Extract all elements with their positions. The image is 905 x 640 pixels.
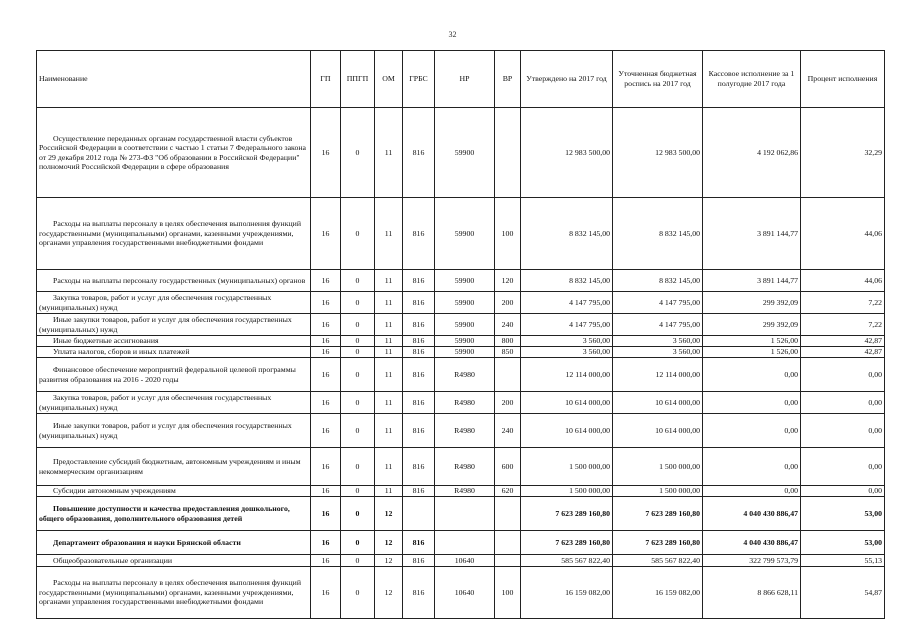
row-name-cell: [37, 270, 311, 292]
row-vr-cell: 600: [495, 448, 521, 486]
row-name-text: Закупка товаров, работ и услуг для обеспечения государственных (муниципальных) нужд: [39, 393, 272, 412]
row-gp-cell: 16: [311, 108, 341, 198]
row-gp-cell: 16: [311, 567, 341, 619]
row-grbs-cell: 816: [403, 358, 435, 392]
row-refined-cell: 585 567 822,40: [613, 555, 703, 567]
row-approved-cell: 585 567 822,40: [521, 555, 613, 567]
row-np-cell: 10640: [435, 567, 495, 619]
row-name-cell: [37, 314, 311, 336]
table-row: [37, 567, 885, 619]
row-vr-cell: [495, 531, 521, 555]
row-om-cell: 11: [375, 448, 403, 486]
row-om-cell: 11: [375, 108, 403, 198]
row-np-cell: R4980: [435, 358, 495, 392]
table-row: [37, 198, 885, 270]
row-approved-cell: 4 147 795,00: [521, 314, 613, 336]
row-name-cell: [37, 414, 311, 448]
row-refined-cell: 16 159 082,00: [613, 567, 703, 619]
header-gp: ГП: [311, 51, 341, 108]
row-name-text: Общеобразовательные организации: [53, 555, 173, 565]
row-percent-cell: 0,00: [801, 486, 885, 497]
row-gp-cell: 16: [311, 555, 341, 567]
row-np-cell: R4980: [435, 414, 495, 448]
row-vr-cell: 240: [495, 314, 521, 336]
row-vr-cell: [495, 108, 521, 198]
row-om-cell: 11: [375, 347, 403, 358]
row-grbs-cell: 816: [403, 108, 435, 198]
row-percent-cell: 0,00: [801, 358, 885, 392]
row-np-cell: 59900: [435, 336, 495, 347]
row-gp-cell: 16: [311, 198, 341, 270]
row-cash-cell: 4 040 430 886,47: [703, 531, 801, 555]
row-refined-cell: 1 500 000,00: [613, 486, 703, 497]
row-name-text: Расходы на выплаты персоналу в целях обеспечения выполнения функций государственными (муниципальными) органами, казенными учреждениями, органами управления государственными внебюджетными фондами: [39, 578, 302, 607]
row-name-text: Закупка товаров, работ и услуг для обеспечения государственных (муниципальных) нужд: [39, 293, 272, 312]
row-ppgp-cell: 0: [341, 198, 375, 270]
row-vr-cell: 850: [495, 347, 521, 358]
row-ppgp-cell: 0: [341, 497, 375, 531]
row-cash-cell: 299 392,09: [703, 314, 801, 336]
row-name-cell: [37, 555, 311, 567]
table-row: [37, 531, 885, 555]
row-vr-cell: 620: [495, 486, 521, 497]
row-om-cell: 12: [375, 497, 403, 531]
row-om-cell: 12: [375, 555, 403, 567]
row-approved-cell: 7 623 289 160,80: [521, 531, 613, 555]
row-name-text: Предоставление субсидий бюджетным, автономным учреждениям и иным некоммерческим организациям: [39, 457, 301, 476]
row-vr-cell: 800: [495, 336, 521, 347]
row-om-cell: 11: [375, 392, 403, 414]
row-approved-cell: 7 623 289 160,80: [521, 497, 613, 531]
row-grbs-cell: 816: [403, 292, 435, 314]
row-refined-cell: 7 623 289 160,80: [613, 497, 703, 531]
row-name-cell: [37, 392, 311, 414]
row-cash-cell: 3 891 144,77: [703, 198, 801, 270]
row-ppgp-cell: 0: [341, 292, 375, 314]
row-vr-cell: 200: [495, 392, 521, 414]
row-percent-cell: 0,00: [801, 392, 885, 414]
row-refined-cell: 3 560,00: [613, 336, 703, 347]
row-name-text: Иные закупки товаров, работ и услуг для обеспечения государственных (муниципальных) нужд: [39, 315, 292, 334]
row-refined-cell: 7 623 289 160,80: [613, 531, 703, 555]
header-vr: ВР: [495, 51, 521, 108]
row-np-cell: 59900: [435, 314, 495, 336]
table-row: [37, 392, 885, 414]
row-om-cell: 11: [375, 336, 403, 347]
row-name-cell: [37, 497, 311, 531]
table-body: [37, 108, 885, 619]
row-approved-cell: 12 983 500,00: [521, 108, 613, 198]
row-percent-cell: 53,00: [801, 497, 885, 531]
row-np-cell: R4980: [435, 486, 495, 497]
row-vr-cell: 200: [495, 292, 521, 314]
row-grbs-cell: 816: [403, 555, 435, 567]
row-om-cell: 11: [375, 292, 403, 314]
row-gp-cell: 16: [311, 392, 341, 414]
row-om-cell: 12: [375, 531, 403, 555]
row-np-cell: 59900: [435, 198, 495, 270]
row-grbs-cell: 816: [403, 336, 435, 347]
row-refined-cell: 4 147 795,00: [613, 314, 703, 336]
row-om-cell: 12: [375, 567, 403, 619]
row-gp-cell: 16: [311, 347, 341, 358]
table-row: [37, 292, 885, 314]
row-grbs-cell: 816: [403, 314, 435, 336]
row-ppgp-cell: 0: [341, 347, 375, 358]
row-om-cell: 11: [375, 314, 403, 336]
row-om-cell: 11: [375, 358, 403, 392]
row-name-cell: [37, 108, 311, 198]
row-name-cell: [37, 567, 311, 619]
row-vr-cell: [495, 358, 521, 392]
row-ppgp-cell: 0: [341, 314, 375, 336]
row-refined-cell: 1 500 000,00: [613, 448, 703, 486]
budget-table: [36, 50, 885, 619]
row-percent-cell: 32,29: [801, 108, 885, 198]
row-approved-cell: 1 500 000,00: [521, 486, 613, 497]
row-name-text: Расходы на выплаты персоналу в целях обеспечения выполнения функций государственными (муниципальными) органами, казенными учреждениями, органами управления государственными внебюджетными фондами: [39, 219, 302, 248]
row-name-cell: [37, 198, 311, 270]
row-np-cell: 59900: [435, 347, 495, 358]
row-np-cell: [435, 497, 495, 531]
row-percent-cell: 7,22: [801, 314, 885, 336]
header-om: ОМ: [375, 51, 403, 108]
row-vr-cell: 100: [495, 198, 521, 270]
row-name-text: Осуществление переданных органам государственной власти субъектов Российской Федерации в соответствии с частью 1 статьи 7 Федерального закона от 29 декабря 2012 года № 273-ФЗ "Об образовании в Российской Федерации" полномочий Российской Федерации в сфере образования: [39, 133, 306, 171]
row-approved-cell: 4 147 795,00: [521, 292, 613, 314]
row-approved-cell: 8 832 145,00: [521, 270, 613, 292]
row-gp-cell: 16: [311, 270, 341, 292]
row-refined-cell: 12 114 000,00: [613, 358, 703, 392]
row-ppgp-cell: 0: [341, 108, 375, 198]
table-row: [37, 497, 885, 531]
row-percent-cell: 7,22: [801, 292, 885, 314]
row-name-cell: [37, 531, 311, 555]
row-ppgp-cell: 0: [341, 414, 375, 448]
table-row: [37, 336, 885, 347]
row-percent-cell: 0,00: [801, 414, 885, 448]
row-name-text: Финансовое обеспечение мероприятий федеральной целевой программы развития образования на 2016 - 2020 годы: [39, 365, 296, 384]
page-number: 32: [448, 30, 457, 39]
row-vr-cell: 100: [495, 567, 521, 619]
row-ppgp-cell: 0: [341, 336, 375, 347]
row-percent-cell: 0,00: [801, 448, 885, 486]
row-grbs-cell: 816: [403, 486, 435, 497]
row-vr-cell: 120: [495, 270, 521, 292]
row-cash-cell: 8 866 628,11: [703, 567, 801, 619]
row-percent-cell: 44,06: [801, 198, 885, 270]
table-row: [37, 347, 885, 358]
row-vr-cell: 240: [495, 414, 521, 448]
row-percent-cell: 42,87: [801, 347, 885, 358]
header-percent: Процент исполнения: [801, 51, 885, 108]
row-approved-cell: 16 159 082,00: [521, 567, 613, 619]
row-vr-cell: [495, 555, 521, 567]
row-gp-cell: 16: [311, 292, 341, 314]
row-cash-cell: 299 392,09: [703, 292, 801, 314]
row-cash-cell: 0,00: [703, 448, 801, 486]
row-np-cell: 59900: [435, 270, 495, 292]
row-refined-cell: 3 560,00: [613, 347, 703, 358]
row-refined-cell: 10 614 000,00: [613, 414, 703, 448]
row-name-cell: [37, 292, 311, 314]
header-cash: Кассовое исполнение за 1 полугодие 2017 года: [703, 51, 801, 108]
row-percent-cell: 54,87: [801, 567, 885, 619]
row-grbs-cell: 816: [403, 347, 435, 358]
row-percent-cell: 42,87: [801, 336, 885, 347]
row-gp-cell: 16: [311, 497, 341, 531]
row-name-text: Расходы на выплаты персоналу государственных (муниципальных) органов: [53, 275, 306, 285]
row-np-cell: 10640: [435, 555, 495, 567]
row-cash-cell: 3 891 144,77: [703, 270, 801, 292]
row-om-cell: 11: [375, 270, 403, 292]
row-name-text: Субсидии автономным учреждениям: [53, 486, 176, 496]
table-row: [37, 414, 885, 448]
header-np: НР: [435, 51, 495, 108]
row-name-cell: [37, 448, 311, 486]
row-approved-cell: 3 560,00: [521, 347, 613, 358]
row-ppgp-cell: 0: [341, 567, 375, 619]
row-refined-cell: 8 832 145,00: [613, 270, 703, 292]
row-name-text: Департамент образования и науки Брянской области: [53, 537, 241, 547]
row-percent-cell: 53,00: [801, 531, 885, 555]
row-cash-cell: 0,00: [703, 358, 801, 392]
row-om-cell: 11: [375, 414, 403, 448]
row-gp-cell: 16: [311, 414, 341, 448]
table-row: [37, 314, 885, 336]
row-name-text: Повышение доступности и качества предоставления дошкольного, общего образования, дополнительного образования детей: [39, 504, 290, 523]
row-percent-cell: 44,06: [801, 270, 885, 292]
row-ppgp-cell: 0: [341, 531, 375, 555]
table-row: [37, 358, 885, 392]
row-gp-cell: 16: [311, 336, 341, 347]
row-np-cell: R4980: [435, 392, 495, 414]
row-np-cell: R4980: [435, 448, 495, 486]
row-refined-cell: 4 147 795,00: [613, 292, 703, 314]
row-cash-cell: 1 526,00: [703, 347, 801, 358]
header-approved: Утверждено на 2017 год: [521, 51, 613, 108]
row-refined-cell: 12 983 500,00: [613, 108, 703, 198]
row-gp-cell: 16: [311, 448, 341, 486]
row-grbs-cell: 816: [403, 531, 435, 555]
row-approved-cell: 1 500 000,00: [521, 448, 613, 486]
header-grbs: ГРБС: [403, 51, 435, 108]
row-ppgp-cell: 0: [341, 358, 375, 392]
row-ppgp-cell: 0: [341, 486, 375, 497]
row-ppgp-cell: 0: [341, 555, 375, 567]
row-approved-cell: 12 114 000,00: [521, 358, 613, 392]
row-om-cell: 11: [375, 198, 403, 270]
row-np-cell: 59900: [435, 292, 495, 314]
table-header-row: [37, 51, 885, 108]
row-grbs-cell: 816: [403, 198, 435, 270]
row-approved-cell: 8 832 145,00: [521, 198, 613, 270]
row-grbs-cell: 816: [403, 567, 435, 619]
table-row: [37, 108, 885, 198]
row-cash-cell: 4 192 062,86: [703, 108, 801, 198]
row-cash-cell: 1 526,00: [703, 336, 801, 347]
row-gp-cell: 16: [311, 531, 341, 555]
row-grbs-cell: [403, 497, 435, 531]
row-grbs-cell: 816: [403, 392, 435, 414]
row-cash-cell: 0,00: [703, 392, 801, 414]
row-gp-cell: 16: [311, 314, 341, 336]
table-row: [37, 555, 885, 567]
row-cash-cell: 0,00: [703, 414, 801, 448]
table-row: [37, 270, 885, 292]
row-np-cell: [435, 531, 495, 555]
row-name-text: Уплата налогов, сборов и иных платежей: [53, 347, 190, 357]
row-grbs-cell: 816: [403, 448, 435, 486]
row-vr-cell: [495, 497, 521, 531]
header-name: Наименование: [37, 51, 311, 108]
row-refined-cell: 10 614 000,00: [613, 392, 703, 414]
header-refined: Уточненная бюджетная роспись на 2017 год: [613, 51, 703, 108]
row-ppgp-cell: 0: [341, 270, 375, 292]
row-ppgp-cell: 0: [341, 448, 375, 486]
row-approved-cell: 10 614 000,00: [521, 392, 613, 414]
row-name-cell: [37, 336, 311, 347]
row-grbs-cell: 816: [403, 414, 435, 448]
row-np-cell: 59900: [435, 108, 495, 198]
row-approved-cell: 10 614 000,00: [521, 414, 613, 448]
row-gp-cell: 16: [311, 358, 341, 392]
row-name-cell: [37, 347, 311, 358]
row-name-text: Иные закупки товаров, работ и услуг для обеспечения государственных (муниципальных) нужд: [39, 421, 292, 440]
row-approved-cell: 3 560,00: [521, 336, 613, 347]
row-grbs-cell: 816: [403, 270, 435, 292]
row-cash-cell: 322 799 573,79: [703, 555, 801, 567]
table-row: [37, 448, 885, 486]
row-refined-cell: 8 832 145,00: [613, 198, 703, 270]
row-name-cell: [37, 358, 311, 392]
row-cash-cell: 0,00: [703, 486, 801, 497]
table-row: [37, 486, 885, 497]
row-cash-cell: 4 040 430 886,47: [703, 497, 801, 531]
header-ppgp: ППГП: [341, 51, 375, 108]
row-gp-cell: 16: [311, 486, 341, 497]
row-percent-cell: 55,13: [801, 555, 885, 567]
row-om-cell: 11: [375, 486, 403, 497]
row-name-text: Иные бюджетные ассигнования: [53, 336, 159, 346]
row-name-cell: [37, 486, 311, 497]
row-ppgp-cell: 0: [341, 392, 375, 414]
